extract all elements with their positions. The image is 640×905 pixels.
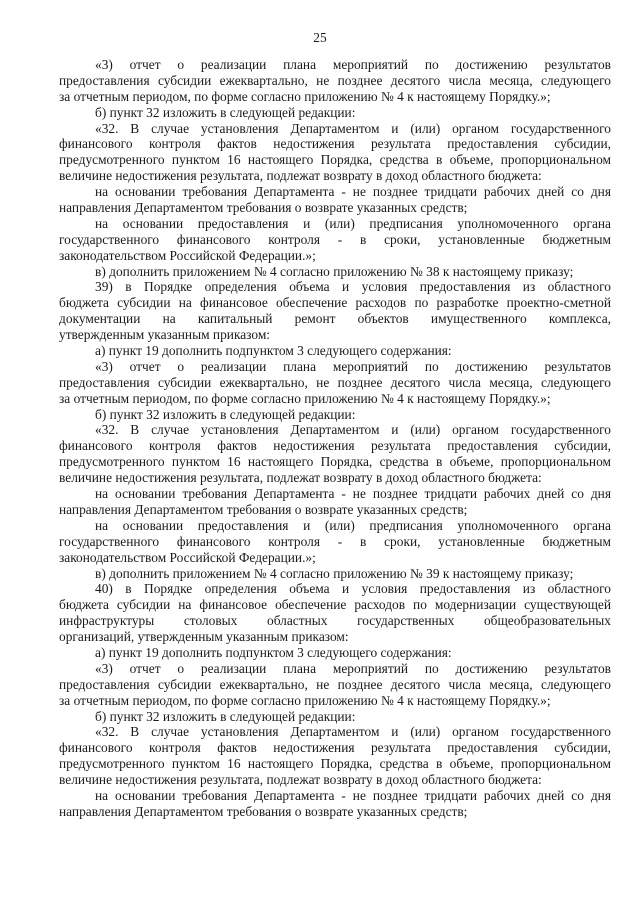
text-line: направления Департаментом требования о возврате указанных средств; [59, 200, 468, 216]
text-line: б) пункт 32 изложить в следующей редакции: [95, 708, 356, 724]
text-line: а) пункт 19 дополнить подпунктом 3 следующего содержания: [95, 644, 452, 660]
text-line: предоставления субсидии ежеквартально, не позднее десятого числа месяца, следующего [59, 374, 611, 390]
text-line: предусмотренного пунктом 16 настоящего Порядка, средства в объеме, пропорциональном [59, 454, 611, 470]
text-line: организаций, утвержденным указанным приказом: [59, 629, 349, 645]
text-line: направления Департаментом требования о возврате указанных средств; [59, 501, 468, 517]
text-line: на основании требования Департамента - не позднее тридцати рабочих дней со дня [95, 787, 611, 803]
text-line: предоставления субсидии ежеквартально, не позднее десятого числа месяца, следующего [59, 676, 611, 692]
text-line: величине недостижения результата, подлежат возврату в доход областного бюджета: [59, 470, 542, 486]
text-line: 40) в Порядке определения объема и условия предоставления из областного [95, 581, 611, 597]
text-line: величине недостижения результата, подлежат возврату в доход областного бюджета: [59, 168, 542, 184]
text-line: инфраструктуры столовых областных государственных общеобразовательных [59, 613, 611, 629]
text-line: «3) отчет о реализации плана мероприятий по достижению результатов [95, 358, 611, 374]
text-line: направления Департаментом требования о возврате указанных средств; [59, 803, 468, 819]
text-line: «3) отчет о реализации плана мероприятий по достижению результатов [95, 57, 611, 72]
text-line: а) пункт 19 дополнить подпунктом 3 следующего содержания: [95, 343, 452, 359]
text-line: на основании требования Департамента - не позднее тридцати рабочих дней со дня [95, 184, 611, 200]
text-line: за отчетным периодом, по форме согласно приложению № 4 к настоящему Порядку.»; [59, 88, 551, 104]
text-line: бюджета субсидии на финансовое обеспечение расходов по разработке проектно-сметной [59, 295, 611, 311]
text-line: государственного финансового контроля - в сроки, установленные бюджетным [59, 533, 611, 549]
text-line: за отчетным периодом, по форме согласно приложению № 4 к настоящему Порядку.»; [59, 692, 551, 708]
text-line: на основании предоставления и (или) предписания уполномоченного органа [95, 517, 611, 533]
text-line: законодательством Российской Федерации.»; [59, 247, 316, 263]
text-line: законодательством Российской Федерации.»; [59, 549, 316, 565]
text-line: финансового контроля фактов недостижения результата предоставления субсидии, [59, 740, 611, 756]
text-line: 39) в Порядке определения объема и условия предоставления из областного [95, 279, 611, 295]
text-line: величине недостижения результата, подлежат возврату в доход областного бюджета: [59, 772, 542, 788]
text-line: государственного финансового контроля - в сроки, установленные бюджетным [59, 231, 611, 247]
text-line: предусмотренного пунктом 16 настоящего Порядка, средства в объеме, пропорциональном [59, 152, 611, 168]
document-body [59, 57, 611, 820]
text-line: б) пункт 32 изложить в следующей редакции: [95, 406, 356, 422]
text-line: «32. В случае установления Департаментом и (или) органом государственного [95, 724, 611, 740]
text-line: на основании предоставления и (или) предписания уполномоченного органа [95, 215, 611, 231]
text-line: в) дополнить приложением № 4 согласно приложению № 38 к настоящему приказу; [95, 263, 574, 279]
text-line: финансового контроля фактов недостижения результата предоставления субсидии, [59, 136, 611, 152]
page-number: 25 [313, 30, 327, 45]
text-line: б) пункт 32 изложить в следующей редакции: [95, 104, 356, 120]
text-line: за отчетным периодом, по форме согласно приложению № 4 к настоящему Порядку.»; [59, 390, 551, 406]
text-line: на основании требования Департамента - не позднее тридцати рабочих дней со дня [95, 486, 611, 502]
text-line: предусмотренного пунктом 16 настоящего Порядка, средства в объеме, пропорциональном [59, 756, 611, 772]
text-line: предоставления субсидии ежеквартально, не позднее десятого числа месяца, следующего [59, 72, 611, 88]
text-line: бюджета субсидии на финансовое обеспечение расходов по модернизации существующей [59, 597, 611, 613]
text-line: «3) отчет о реализации плана мероприятий по достижению результатов [95, 660, 611, 676]
text-line: документации на капитальный ремонт объектов имущественного комплекса, [59, 311, 611, 327]
text-line: утвержденным указанным приказом: [59, 327, 271, 343]
text-line: в) дополнить приложением № 4 согласно приложению № 39 к настоящему приказу; [95, 565, 574, 581]
text-line: финансового контроля фактов недостижения результата предоставления субсидии, [59, 438, 611, 454]
text-line: «32. В случае установления Департаментом и (или) органом государственного [95, 422, 611, 438]
text-line: «32. В случае установления Департаментом и (или) органом государственного [95, 120, 611, 136]
